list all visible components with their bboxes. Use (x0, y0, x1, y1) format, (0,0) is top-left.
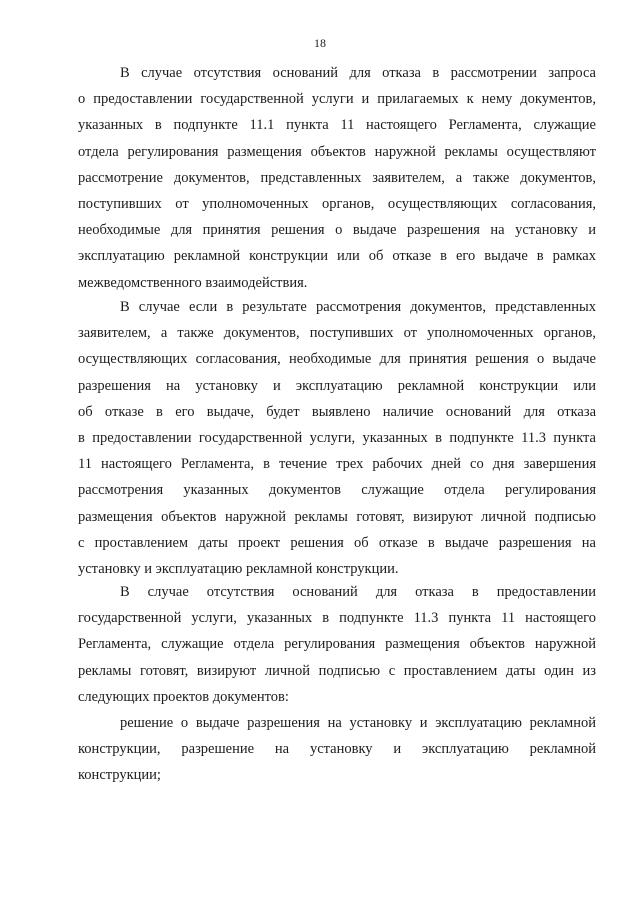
text-line: В случае отсутствия оснований для отказа в рассмотрении запроса (120, 65, 596, 81)
text-line: об отказе в его выдаче, будет выявлено наличие оснований для отказа (78, 403, 596, 420)
text-line: государственной услуги, указанных в подпункте 11.3 пункта 11 настоящего (78, 610, 596, 627)
text-line: рекламы готовят, визируют личной подписью с проставлением даты один из (78, 662, 596, 679)
text-line: В случае если в результате рассмотрения документов, представленных (120, 299, 596, 315)
text-line: установку и эксплуатацию рекламной конструкции. (78, 561, 399, 577)
text-line: рассмотрение документов, представленных заявителем, а также документов, (78, 169, 596, 186)
text-line: конструкции; (78, 767, 161, 784)
text-line: конструкции, разрешение на установку и эксплуатацию рекламной (78, 741, 596, 758)
text-line: разрешения на установку и эксплуатацию рекламной конструкции или (78, 377, 596, 394)
text-line: 11 настоящего Регламента, в течение трех рабочих дней со дня завершения (78, 456, 596, 473)
text-line: в предоставлении государственной услуги, указанных в подпункте 11.3 пункта (78, 430, 596, 446)
text-line: межведомственного взаимодействия. (78, 274, 308, 291)
text-line: размещения объектов наружной рекламы готовят, визируют личной подписью (78, 508, 596, 525)
text-line: заявителем, а также документов, поступивших от уполномоченных органов, (78, 325, 596, 342)
text-line: решение о выдаче разрешения на установку и эксплуатацию рекламной (120, 715, 596, 731)
text-line: с проставлением даты проект решения об отказе в выдаче разрешения на (78, 534, 596, 551)
text-line: отдела регулирования размещения объектов наружной рекламы осуществляют (78, 143, 596, 160)
text-line: В случае отсутствия оснований для отказа в предоставлении (120, 584, 596, 600)
text-line: Регламента, служащие отдела регулирования размещения объектов наружной (78, 636, 596, 653)
text-line: осуществляющих согласования, необходимые для принятия решения о выдаче (78, 351, 596, 368)
text-line: о предоставлении государственной услуги и прилагаемых к нему документов, (78, 91, 596, 108)
text-line: эксплуатацию рекламной конструкции или об отказе в его выдаче в рамках (78, 248, 596, 265)
text-line: поступивших от уполномоченных органов, осуществляющих согласования, (78, 196, 596, 212)
text-line: необходимые для принятия решения о выдаче разрешения на установку и (78, 222, 596, 239)
text-line: рассмотрения указанных документов служащие отдела регулирования (78, 482, 596, 499)
page-number: 18 (314, 36, 326, 50)
text-line: указанных в подпункте 11.1 пункта 11 настоящего Регламента, служащие (78, 117, 596, 134)
text-line: следующих проектов документов: (78, 688, 289, 705)
